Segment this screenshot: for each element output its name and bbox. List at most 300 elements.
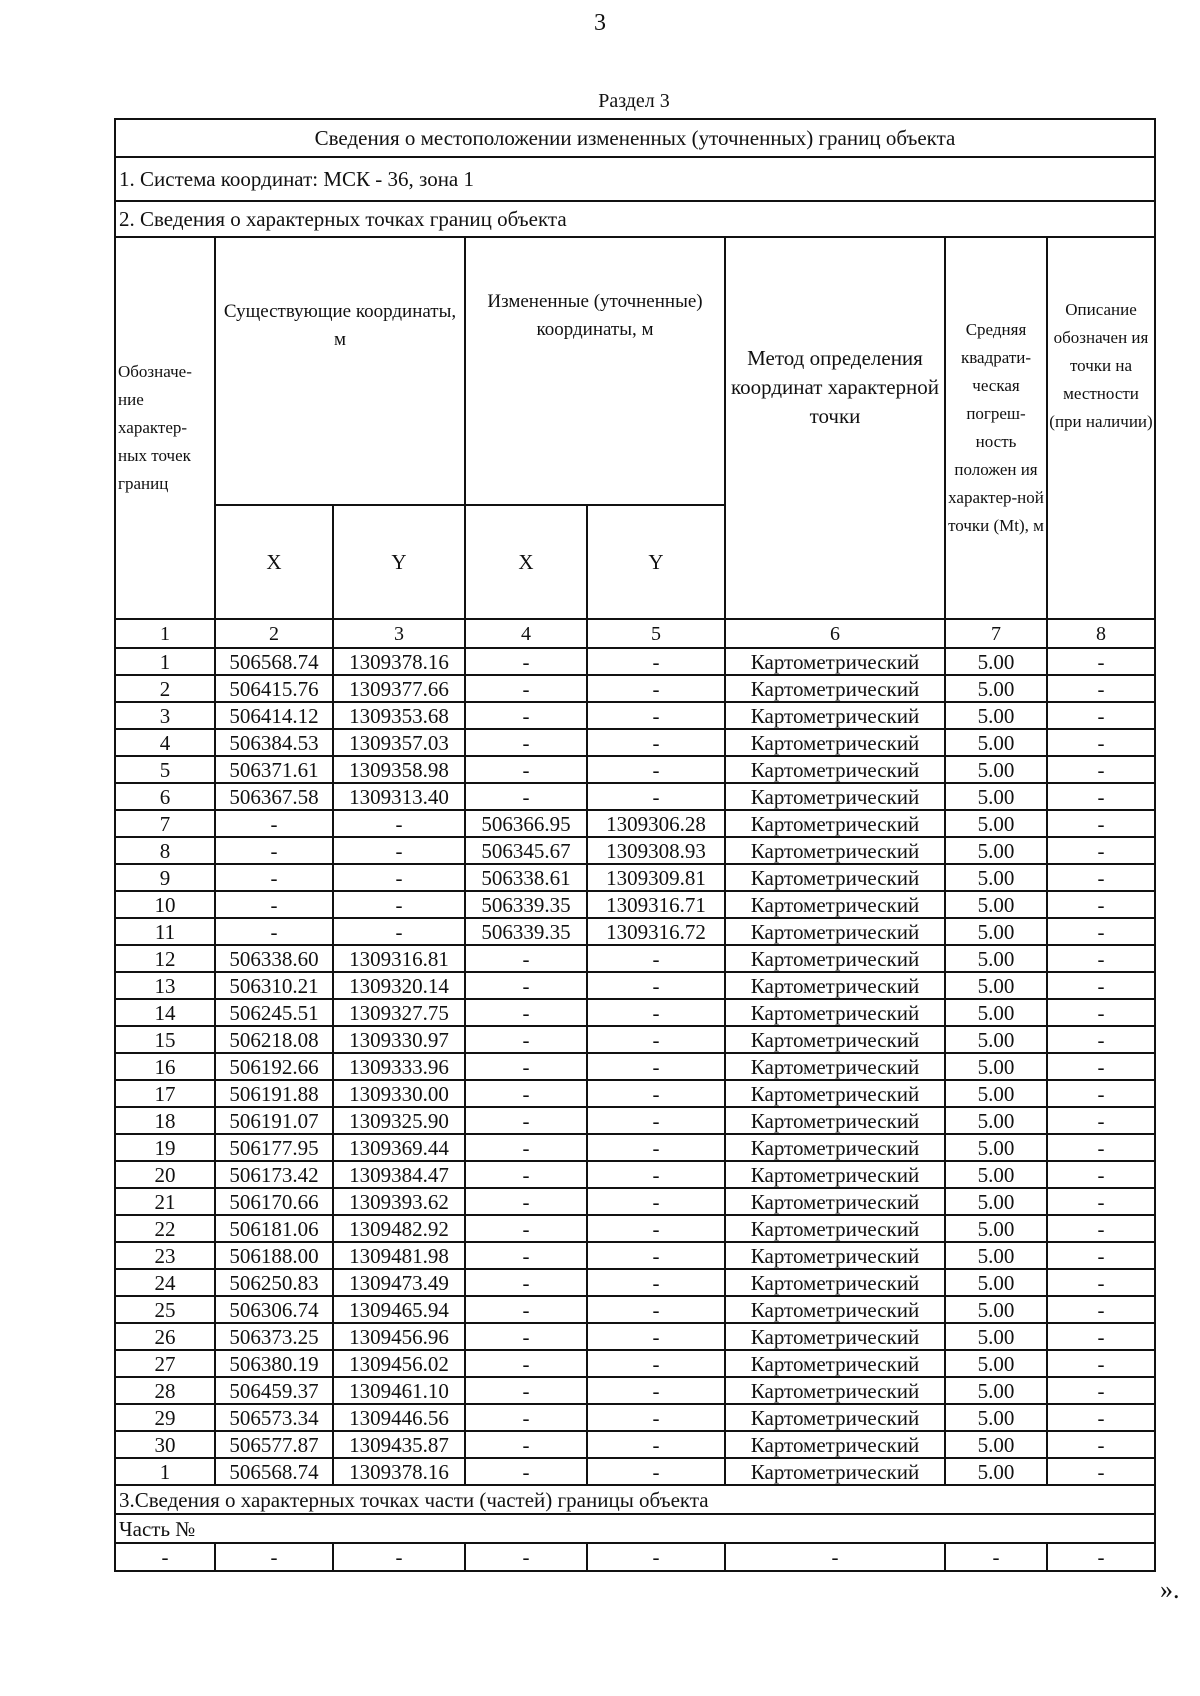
cell-mean-square-error: 5.00 <box>945 864 1047 891</box>
cell-changed-y: - <box>587 1377 725 1404</box>
cell-existing-y: 1309378.16 <box>333 1458 465 1485</box>
cell-existing-y: 1309325.90 <box>333 1107 465 1134</box>
cell-method: Картометрический <box>725 1026 945 1053</box>
cell-changed-y: - <box>587 1161 725 1188</box>
parts-cell: - <box>945 1543 1047 1571</box>
cell-mean-square-error: 5.00 <box>945 702 1047 729</box>
table-row <box>115 945 1155 972</box>
cell-existing-x: - <box>215 864 333 891</box>
cell-changed-x: - <box>465 729 587 756</box>
cell-existing-y: 1309333.96 <box>333 1053 465 1080</box>
cell-point-number: 23 <box>115 1242 215 1269</box>
cell-changed-y: - <box>587 999 725 1026</box>
header-mean-square-error: Средняя квадрати-ческая погреш-ность положен ия характер-ной точки (Mt), м <box>945 237 1047 619</box>
cell-method: Картометрический <box>725 1458 945 1485</box>
cell-point-number: 20 <box>115 1161 215 1188</box>
cell-changed-y: - <box>587 972 725 999</box>
parts-row <box>115 1543 1155 1571</box>
cell-point-number: 13 <box>115 972 215 999</box>
cell-existing-x: - <box>215 891 333 918</box>
cell-changed-x: 506338.61 <box>465 864 587 891</box>
cell-point-description: - <box>1047 1080 1155 1107</box>
cell-point-description: - <box>1047 1107 1155 1134</box>
column-number: 7 <box>945 619 1047 648</box>
table-row <box>115 1350 1155 1377</box>
cell-method: Картометрический <box>725 1053 945 1080</box>
cell-existing-y: 1309320.14 <box>333 972 465 999</box>
header-changed-coordinates: Измененные (уточненные) координаты, м <box>465 237 725 505</box>
cell-mean-square-error: 5.00 <box>945 648 1047 675</box>
table-row <box>115 1026 1155 1053</box>
parts-cell: - <box>587 1543 725 1571</box>
cell-changed-y: - <box>587 1269 725 1296</box>
cell-method: Картометрический <box>725 864 945 891</box>
boundary-points-table <box>114 118 1156 1572</box>
cell-point-description: - <box>1047 1458 1155 1485</box>
cell-point-number: 11 <box>115 918 215 945</box>
cell-existing-y: 1309481.98 <box>333 1242 465 1269</box>
cell-existing-x: 506192.66 <box>215 1053 333 1080</box>
cell-existing-x: 506191.07 <box>215 1107 333 1134</box>
cell-changed-y: - <box>587 729 725 756</box>
cell-point-description: - <box>1047 1323 1155 1350</box>
cell-existing-x: 506250.83 <box>215 1269 333 1296</box>
cell-existing-x: - <box>215 837 333 864</box>
cell-method: Картометрический <box>725 1269 945 1296</box>
cell-changed-y: - <box>587 1404 725 1431</box>
cell-changed-y: - <box>587 1215 725 1242</box>
cell-changed-x: - <box>465 972 587 999</box>
parts-cell: - <box>1047 1543 1155 1571</box>
cell-existing-x: 506177.95 <box>215 1134 333 1161</box>
cell-mean-square-error: 5.00 <box>945 1377 1047 1404</box>
cell-existing-x: - <box>215 918 333 945</box>
header-existing-x: X <box>215 505 333 619</box>
cell-changed-x: 506339.35 <box>465 918 587 945</box>
page-number: 3 <box>594 10 606 36</box>
table-row <box>115 1107 1155 1134</box>
section-title: Раздел 3 <box>598 90 670 112</box>
cell-changed-x: 506366.95 <box>465 810 587 837</box>
table-title: Сведения о местоположении измененных (уточненных) границ объекта <box>115 119 1155 157</box>
table-row <box>115 1269 1155 1296</box>
cell-changed-x: - <box>465 783 587 810</box>
cell-existing-x: 506310.21 <box>215 972 333 999</box>
parts-heading: 3.Сведения о характерных точках части (частей) границы объекта <box>115 1485 1155 1514</box>
cell-existing-y: 1309358.98 <box>333 756 465 783</box>
cell-changed-y: - <box>587 648 725 675</box>
cell-existing-y: 1309456.02 <box>333 1350 465 1377</box>
cell-point-number: 8 <box>115 837 215 864</box>
table-row <box>115 729 1155 756</box>
cell-existing-y: 1309456.96 <box>333 1323 465 1350</box>
parts-cell: - <box>725 1543 945 1571</box>
cell-existing-x: 506568.74 <box>215 1458 333 1485</box>
cell-changed-x: - <box>465 1431 587 1458</box>
table-row <box>115 837 1155 864</box>
cell-point-description: - <box>1047 1053 1155 1080</box>
table-row <box>115 999 1155 1026</box>
cell-method: Картометрический <box>725 1323 945 1350</box>
cell-mean-square-error: 5.00 <box>945 1053 1047 1080</box>
cell-existing-y: 1309327.75 <box>333 999 465 1026</box>
cell-point-number: 27 <box>115 1350 215 1377</box>
cell-existing-x: 506573.34 <box>215 1404 333 1431</box>
cell-existing-x: 506568.74 <box>215 648 333 675</box>
cell-changed-y: - <box>587 1242 725 1269</box>
cell-changed-x: - <box>465 1377 587 1404</box>
cell-method: Картометрический <box>725 891 945 918</box>
cell-point-number: 15 <box>115 1026 215 1053</box>
cell-existing-x: 506380.19 <box>215 1350 333 1377</box>
column-number: 6 <box>725 619 945 648</box>
cell-point-description: - <box>1047 1134 1155 1161</box>
cell-point-description: - <box>1047 891 1155 918</box>
cell-point-number: 2 <box>115 675 215 702</box>
cell-existing-x: 506338.60 <box>215 945 333 972</box>
cell-existing-y: 1309313.40 <box>333 783 465 810</box>
cell-changed-x: - <box>465 1107 587 1134</box>
cell-existing-y: 1309473.49 <box>333 1269 465 1296</box>
cell-mean-square-error: 5.00 <box>945 945 1047 972</box>
cell-existing-x: 506373.25 <box>215 1323 333 1350</box>
cell-point-number: 5 <box>115 756 215 783</box>
cell-changed-x: 506345.67 <box>465 837 587 864</box>
cell-changed-y: - <box>587 945 725 972</box>
cell-changed-y: - <box>587 1026 725 1053</box>
cell-existing-x: 506459.37 <box>215 1377 333 1404</box>
cell-existing-x: 506188.00 <box>215 1242 333 1269</box>
cell-point-number: 7 <box>115 810 215 837</box>
cell-changed-y: - <box>587 1188 725 1215</box>
column-number: 2 <box>215 619 333 648</box>
table-row <box>115 756 1155 783</box>
table-row <box>115 1296 1155 1323</box>
parts-cell: - <box>465 1543 587 1571</box>
cell-point-number: 4 <box>115 729 215 756</box>
cell-method: Картометрический <box>725 1188 945 1215</box>
cell-point-description: - <box>1047 1350 1155 1377</box>
cell-changed-y: 1309309.81 <box>587 864 725 891</box>
cell-mean-square-error: 5.00 <box>945 1080 1047 1107</box>
cell-existing-y: 1309316.81 <box>333 945 465 972</box>
cell-changed-y: - <box>587 1431 725 1458</box>
cell-point-description: - <box>1047 1431 1155 1458</box>
cell-mean-square-error: 5.00 <box>945 1458 1047 1485</box>
cell-point-description: - <box>1047 1188 1155 1215</box>
cell-point-number: 18 <box>115 1107 215 1134</box>
cell-existing-y: 1309330.00 <box>333 1080 465 1107</box>
cell-changed-y: - <box>587 1296 725 1323</box>
parts-cell: - <box>215 1543 333 1571</box>
cell-method: Картометрический <box>725 918 945 945</box>
cell-mean-square-error: 5.00 <box>945 999 1047 1026</box>
cell-changed-x: - <box>465 1188 587 1215</box>
cell-point-number: 28 <box>115 1377 215 1404</box>
cell-changed-x: 506339.35 <box>465 891 587 918</box>
header-point-description: Описание обозначен ия точки на местности (при наличии) <box>1047 237 1155 619</box>
cell-existing-y: 1309369.44 <box>333 1134 465 1161</box>
cell-changed-x: - <box>465 1404 587 1431</box>
cell-point-number: 29 <box>115 1404 215 1431</box>
cell-existing-y: 1309446.56 <box>333 1404 465 1431</box>
cell-existing-x: 506371.61 <box>215 756 333 783</box>
cell-point-description: - <box>1047 918 1155 945</box>
cell-method: Картометрический <box>725 999 945 1026</box>
cell-mean-square-error: 5.00 <box>945 972 1047 999</box>
cell-mean-square-error: 5.00 <box>945 918 1047 945</box>
table-row <box>115 1404 1155 1431</box>
cell-method: Картометрический <box>725 1080 945 1107</box>
cell-changed-x: - <box>465 1242 587 1269</box>
cell-mean-square-error: 5.00 <box>945 729 1047 756</box>
cell-existing-y: 1309378.16 <box>333 648 465 675</box>
cell-point-description: - <box>1047 864 1155 891</box>
cell-method: Картометрический <box>725 729 945 756</box>
cell-point-description: - <box>1047 1161 1155 1188</box>
cell-point-number: 12 <box>115 945 215 972</box>
cell-point-number: 26 <box>115 1323 215 1350</box>
table-row <box>115 1134 1155 1161</box>
closing-quote-mark: ». <box>1160 1575 1180 1604</box>
table-row <box>115 1215 1155 1242</box>
cell-point-description: - <box>1047 1215 1155 1242</box>
cell-mean-square-error: 5.00 <box>945 1107 1047 1134</box>
cell-existing-y: 1309357.03 <box>333 729 465 756</box>
header-existing-coordinates: Существующие координаты, м <box>215 237 465 505</box>
cell-method: Картометрический <box>725 1350 945 1377</box>
cell-mean-square-error: 5.00 <box>945 1188 1047 1215</box>
cell-point-number: 16 <box>115 1053 215 1080</box>
table-row <box>115 1323 1155 1350</box>
cell-changed-x: - <box>465 1269 587 1296</box>
cell-point-description: - <box>1047 972 1155 999</box>
cell-changed-y: - <box>587 756 725 783</box>
cell-changed-x: - <box>465 1134 587 1161</box>
cell-changed-y: - <box>587 1080 725 1107</box>
cell-changed-x: - <box>465 1026 587 1053</box>
cell-existing-y: 1309377.66 <box>333 675 465 702</box>
cell-point-description: - <box>1047 810 1155 837</box>
table-row <box>115 1161 1155 1188</box>
table-row <box>115 972 1155 999</box>
cell-changed-x: - <box>465 675 587 702</box>
cell-point-description: - <box>1047 729 1155 756</box>
table-row <box>115 1458 1155 1485</box>
cell-existing-y: - <box>333 891 465 918</box>
cell-existing-x: 506306.74 <box>215 1296 333 1323</box>
cell-changed-y: - <box>587 1323 725 1350</box>
cell-method: Картометрический <box>725 1107 945 1134</box>
cell-changed-y: - <box>587 1134 725 1161</box>
cell-point-description: - <box>1047 837 1155 864</box>
cell-method: Картометрический <box>725 810 945 837</box>
cell-mean-square-error: 5.00 <box>945 675 1047 702</box>
cell-point-number: 17 <box>115 1080 215 1107</box>
cell-existing-y: 1309435.87 <box>333 1431 465 1458</box>
cell-existing-x: 506245.51 <box>215 999 333 1026</box>
cell-mean-square-error: 5.00 <box>945 1404 1047 1431</box>
cell-method: Картометрический <box>725 1296 945 1323</box>
cell-existing-y: 1309461.10 <box>333 1377 465 1404</box>
cell-existing-x: - <box>215 810 333 837</box>
cell-point-number: 14 <box>115 999 215 1026</box>
table-row <box>115 1377 1155 1404</box>
cell-point-number: 19 <box>115 1134 215 1161</box>
column-numbers-row <box>115 619 1155 648</box>
parts-cell: - <box>333 1543 465 1571</box>
cell-method: Картометрический <box>725 756 945 783</box>
cell-existing-y: 1309465.94 <box>333 1296 465 1323</box>
cell-changed-y: - <box>587 1458 725 1485</box>
cell-existing-y: 1309353.68 <box>333 702 465 729</box>
cell-method: Картометрический <box>725 675 945 702</box>
cell-method: Картометрический <box>725 945 945 972</box>
cell-changed-x: - <box>465 1296 587 1323</box>
header-changed-x: X <box>465 505 587 619</box>
cell-changed-x: - <box>465 1161 587 1188</box>
cell-point-number: 10 <box>115 891 215 918</box>
table-row <box>115 1431 1155 1458</box>
table-row <box>115 702 1155 729</box>
cell-method: Картометрический <box>725 1161 945 1188</box>
table-row <box>115 675 1155 702</box>
cell-existing-x: 506173.42 <box>215 1161 333 1188</box>
cell-mean-square-error: 5.00 <box>945 1296 1047 1323</box>
column-number: 5 <box>587 619 725 648</box>
table-row <box>115 1080 1155 1107</box>
header-method: Метод определения координат характерной точки <box>725 237 945 619</box>
cell-existing-y: - <box>333 918 465 945</box>
cell-method: Картометрический <box>725 1242 945 1269</box>
cell-mean-square-error: 5.00 <box>945 756 1047 783</box>
cell-point-number: 1 <box>115 1458 215 1485</box>
cell-point-number: 30 <box>115 1431 215 1458</box>
cell-mean-square-error: 5.00 <box>945 1215 1047 1242</box>
cell-point-description: - <box>1047 1026 1155 1053</box>
cell-point-number: 25 <box>115 1296 215 1323</box>
cell-point-description: - <box>1047 1404 1155 1431</box>
table-row <box>115 648 1155 675</box>
cell-point-description: - <box>1047 675 1155 702</box>
cell-changed-x: - <box>465 1350 587 1377</box>
cell-mean-square-error: 5.00 <box>945 1350 1047 1377</box>
header-existing-y: Y <box>333 505 465 619</box>
cell-changed-y: - <box>587 1350 725 1377</box>
cell-changed-y: - <box>587 702 725 729</box>
cell-method: Картометрический <box>725 1215 945 1242</box>
cell-point-description: - <box>1047 756 1155 783</box>
cell-existing-y: - <box>333 810 465 837</box>
cell-changed-x: - <box>465 756 587 783</box>
cell-point-description: - <box>1047 945 1155 972</box>
cell-changed-x: - <box>465 1323 587 1350</box>
cell-point-number: 1 <box>115 648 215 675</box>
cell-changed-x: - <box>465 1458 587 1485</box>
cell-mean-square-error: 5.00 <box>945 1323 1047 1350</box>
cell-method: Картометрический <box>725 972 945 999</box>
cell-point-description: - <box>1047 1242 1155 1269</box>
cell-existing-x: 506367.58 <box>215 783 333 810</box>
cell-existing-x: 506415.76 <box>215 675 333 702</box>
cell-point-description: - <box>1047 783 1155 810</box>
table-row <box>115 810 1155 837</box>
column-number: 1 <box>115 619 215 648</box>
cell-point-number: 3 <box>115 702 215 729</box>
table-row <box>115 864 1155 891</box>
cell-point-number: 9 <box>115 864 215 891</box>
header-changed-y: Y <box>587 505 725 619</box>
cell-changed-x: - <box>465 702 587 729</box>
cell-method: Картометрический <box>725 1377 945 1404</box>
cell-method: Картометрический <box>725 1134 945 1161</box>
cell-point-description: - <box>1047 1377 1155 1404</box>
cell-point-description: - <box>1047 702 1155 729</box>
column-number: 3 <box>333 619 465 648</box>
cell-method: Картометрический <box>725 1404 945 1431</box>
cell-changed-x: - <box>465 1215 587 1242</box>
cell-method: Картометрический <box>725 783 945 810</box>
table-row <box>115 891 1155 918</box>
cell-changed-y: - <box>587 1053 725 1080</box>
cell-point-number: 22 <box>115 1215 215 1242</box>
cell-point-description: - <box>1047 648 1155 675</box>
cell-existing-x: 506170.66 <box>215 1188 333 1215</box>
cell-changed-y: 1309308.93 <box>587 837 725 864</box>
cell-changed-x: - <box>465 1053 587 1080</box>
cell-mean-square-error: 5.00 <box>945 1242 1047 1269</box>
cell-existing-x: 506414.12 <box>215 702 333 729</box>
cell-changed-x: - <box>465 1080 587 1107</box>
column-number: 8 <box>1047 619 1155 648</box>
cell-mean-square-error: 5.00 <box>945 1161 1047 1188</box>
cell-changed-x: - <box>465 999 587 1026</box>
cell-point-description: - <box>1047 1269 1155 1296</box>
cell-existing-x: 506191.88 <box>215 1080 333 1107</box>
cell-method: Картометрический <box>725 648 945 675</box>
points-heading: 2. Сведения о характерных точках границ объекта <box>115 201 1155 237</box>
cell-mean-square-error: 5.00 <box>945 1026 1047 1053</box>
cell-mean-square-error: 5.00 <box>945 891 1047 918</box>
cell-existing-y: 1309384.47 <box>333 1161 465 1188</box>
cell-existing-x: 506577.87 <box>215 1431 333 1458</box>
coordinate-system: 1. Система координат: МСК - 36, зона 1 <box>115 157 1155 201</box>
cell-point-number: 21 <box>115 1188 215 1215</box>
cell-changed-y: - <box>587 1107 725 1134</box>
cell-method: Картометрический <box>725 1431 945 1458</box>
cell-changed-y: - <box>587 675 725 702</box>
cell-mean-square-error: 5.00 <box>945 810 1047 837</box>
cell-mean-square-error: 5.00 <box>945 1431 1047 1458</box>
column-number: 4 <box>465 619 587 648</box>
cell-point-description: - <box>1047 1296 1155 1323</box>
cell-existing-y: - <box>333 864 465 891</box>
cell-point-number: 6 <box>115 783 215 810</box>
cell-changed-y: - <box>587 783 725 810</box>
table-row <box>115 1188 1155 1215</box>
cell-existing-y: 1309393.62 <box>333 1188 465 1215</box>
parts-cell: - <box>115 1543 215 1571</box>
cell-mean-square-error: 5.00 <box>945 1269 1047 1296</box>
cell-changed-x: - <box>465 648 587 675</box>
cell-existing-x: 506218.08 <box>215 1026 333 1053</box>
header-point-designation: Обозначе-ние характер-ных точек границ <box>115 237 215 619</box>
cell-point-description: - <box>1047 999 1155 1026</box>
part-label: Часть № <box>115 1514 1155 1543</box>
table-row <box>115 783 1155 810</box>
cell-mean-square-error: 5.00 <box>945 1134 1047 1161</box>
table-row <box>115 1053 1155 1080</box>
